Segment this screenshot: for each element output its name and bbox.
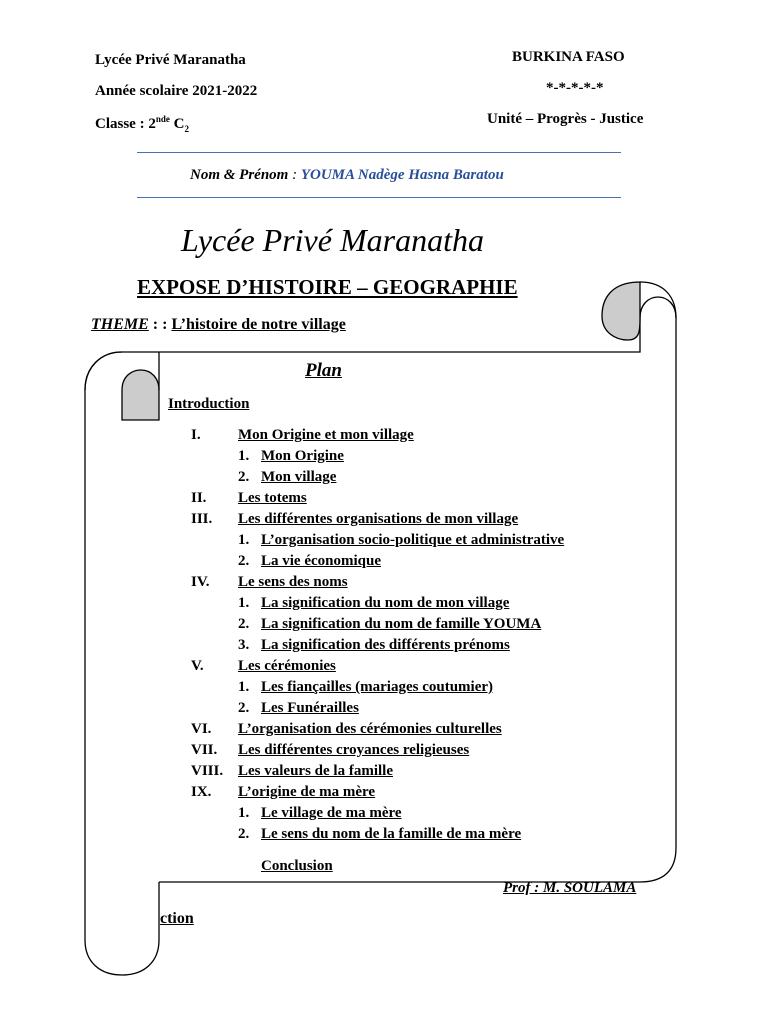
- plan-item-label: La signification du nom de famille YOUMA: [261, 616, 542, 632]
- plan-item-number: IV.: [191, 574, 210, 590]
- plan-title: Plan: [305, 360, 342, 381]
- plan-item-number: 1.: [238, 448, 250, 464]
- big-title: Lycée Privé Maranatha: [181, 222, 484, 258]
- plan-item-label: Les cérémonies: [238, 658, 336, 674]
- plan-item-number: 2.: [238, 826, 250, 842]
- plan-item-number: I.: [191, 427, 201, 443]
- plan-item-label: Mon village: [261, 469, 337, 485]
- plan-item-label: Les totems: [238, 490, 307, 506]
- plan-item-label: L’origine de ma mère: [238, 784, 376, 800]
- school-name: Lycée Privé Maranatha: [95, 52, 246, 68]
- plan-item-label: La vie économique: [261, 553, 381, 569]
- school-year: Année scolaire 2021-2022: [95, 83, 258, 99]
- plan-item-number: 2.: [238, 553, 250, 569]
- plan-item-number: V.: [191, 658, 204, 674]
- motto: Unité – Progrès - Justice: [487, 111, 644, 127]
- plan-item-number: IX.: [191, 784, 212, 800]
- plan-item-number: 3.: [238, 637, 250, 653]
- plan-item-label: Les valeurs de la famille: [238, 763, 393, 779]
- plan-item-number: 1.: [238, 595, 250, 611]
- plan-item-number: VI.: [191, 721, 212, 737]
- plan-item-number: II.: [191, 490, 207, 506]
- theme-line: THEME : : L’histoire de notre village: [91, 316, 346, 333]
- plan-conclusion: Conclusion: [261, 858, 333, 874]
- plan-item-label: Les Funérailles: [261, 700, 359, 716]
- plan-item-label: Le sens des noms: [238, 574, 348, 590]
- plan-item-label: La signification du nom de mon village: [261, 595, 510, 611]
- plan-item-number: 1.: [238, 679, 250, 695]
- plan-item-number: 1.: [238, 532, 250, 548]
- plan-item-number: VIII.: [191, 763, 224, 779]
- plan-item-label: Mon Origine: [261, 448, 344, 464]
- plan-item-number: VII.: [191, 742, 218, 758]
- plan-item-number: 2.: [238, 616, 250, 632]
- plan-item-label: Les fiançailles (mariages coutumier): [261, 679, 494, 695]
- prof-name: Prof : M. SOULAMA: [503, 880, 637, 896]
- plan-introduction: Introduction: [168, 396, 250, 412]
- stars-separator: *-*-*-*-*: [546, 80, 604, 96]
- plan-item-label: Les différentes organisations de mon village: [238, 511, 519, 527]
- plan-item-number: III.: [191, 511, 213, 527]
- plan-item-label: La signification des différents prénoms: [261, 637, 510, 653]
- plan-item-number: 2.: [238, 469, 250, 485]
- plan-item-label: Mon Origine et mon village: [238, 427, 414, 443]
- name-line: Nom & Prénom : YOUMA Nadège Hasna Baratou: [190, 167, 504, 183]
- plan-item-label: Les différentes croyances religieuses: [238, 742, 470, 758]
- subtitle: EXPOSE D’HISTOIRE – GEOGRAPHIE: [137, 275, 518, 299]
- cut-off-text: ction: [160, 910, 194, 927]
- plan-item-label: Le sens du nom de la famille de ma mère: [261, 826, 522, 842]
- plan-item-number: 2.: [238, 700, 250, 716]
- plan-item-number: 1.: [238, 805, 250, 821]
- plan-item-label: L’organisation socio-politique et administrative: [261, 532, 565, 548]
- country: BURKINA FASO: [512, 49, 625, 65]
- class-label: Classe : 2nde $C_2$: [95, 114, 189, 134]
- plan-item-label: L’organisation des cérémonies culturelles: [238, 721, 502, 737]
- plan-item-label: Le village de ma mère: [261, 805, 402, 821]
